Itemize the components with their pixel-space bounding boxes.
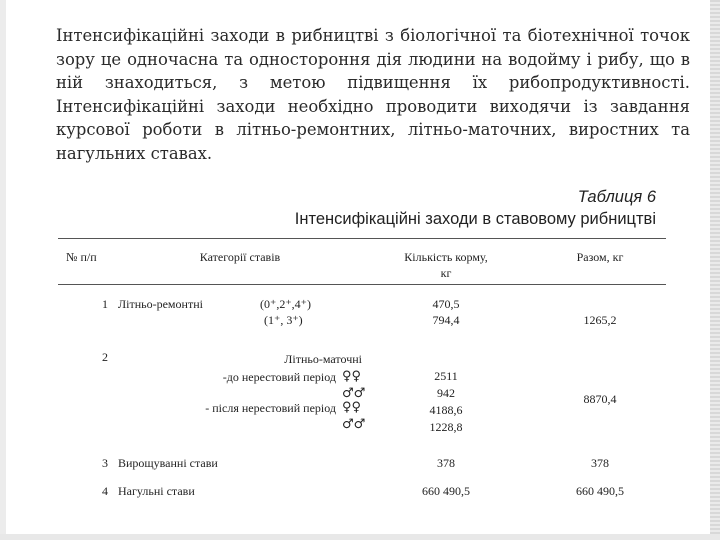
header-num: № п/п [66, 250, 97, 264]
slide-bottom-border [0, 534, 720, 540]
row2-pre-spawn: -до нерестовий період [222, 370, 336, 384]
row2-name: Літньо-маточні [284, 352, 362, 366]
row3-name: Вирощуванні стави [118, 456, 218, 470]
row3-num: 3 [102, 456, 108, 470]
table-top-rule [58, 238, 666, 239]
row4-feed: 660 490,5 [422, 484, 470, 498]
slide-left-border [0, 0, 6, 540]
row2-feed-1: 2511 [434, 369, 458, 383]
header-total: Разом, кг [576, 250, 624, 264]
female-symbol-2: ♀♀ [342, 400, 362, 415]
row3-feed: 378 [437, 456, 455, 470]
row1-feed-line1: 470,5 [432, 297, 460, 311]
row2-post-spawn: - після нерестовий період [205, 401, 336, 415]
header-category: Категорії ставів [199, 250, 281, 264]
table-number: Таблиця 6 [577, 188, 656, 206]
header-feed-line2: кг [440, 266, 452, 280]
row3-total: 378 [591, 456, 609, 470]
row2-total: 8870,4 [583, 392, 617, 406]
row1-feed-line2: 794,4 [432, 313, 460, 327]
table-title: Інтенсифікаційні заходи в ставовому рибництві [294, 210, 656, 228]
table-header-rule [58, 284, 666, 285]
header-feed-line1: Кількість корму, [404, 250, 488, 264]
row1-total: 1265,2 [583, 313, 617, 327]
row4-num: 4 [102, 484, 108, 498]
row2-num: 2 [102, 350, 108, 364]
row4-name: Нагульні стави [118, 484, 195, 498]
intro-paragraph: Інтенсифікаційні заходи в рибництві з біологічної та біотехнічної точок зору це одночасна та одностороння дія людини на водойму і рибу, що в ній знаходиться, з метою підвищення їх рибопродуктивності. Інтенсифікаційні заходи необхідно проводити виходячи із завдання курсової роботи в літньо-ремонтних, літньо-маточних, виростних та нагульних ставах. [56, 26, 690, 163]
male-symbol-1: ♂♂ [342, 386, 366, 401]
row1-num: 1 [102, 297, 108, 311]
row2-feed-2: 942 [437, 386, 455, 400]
row4-total: 660 490,5 [576, 484, 624, 498]
row1-name: Літньо-ремонтні [118, 297, 203, 311]
row1-age-line2: (1⁺, 3⁺) [264, 313, 303, 327]
row1-age-line1: (0⁺,2⁺,4⁺) [260, 297, 311, 311]
row2-feed-3: 4188,6 [429, 403, 463, 417]
row2-feed-4: 1228,8 [429, 420, 463, 434]
slide-right-border [710, 0, 720, 540]
female-symbol-1: ♀♀ [342, 369, 362, 384]
male-symbol-2: ♂♂ [342, 417, 366, 432]
